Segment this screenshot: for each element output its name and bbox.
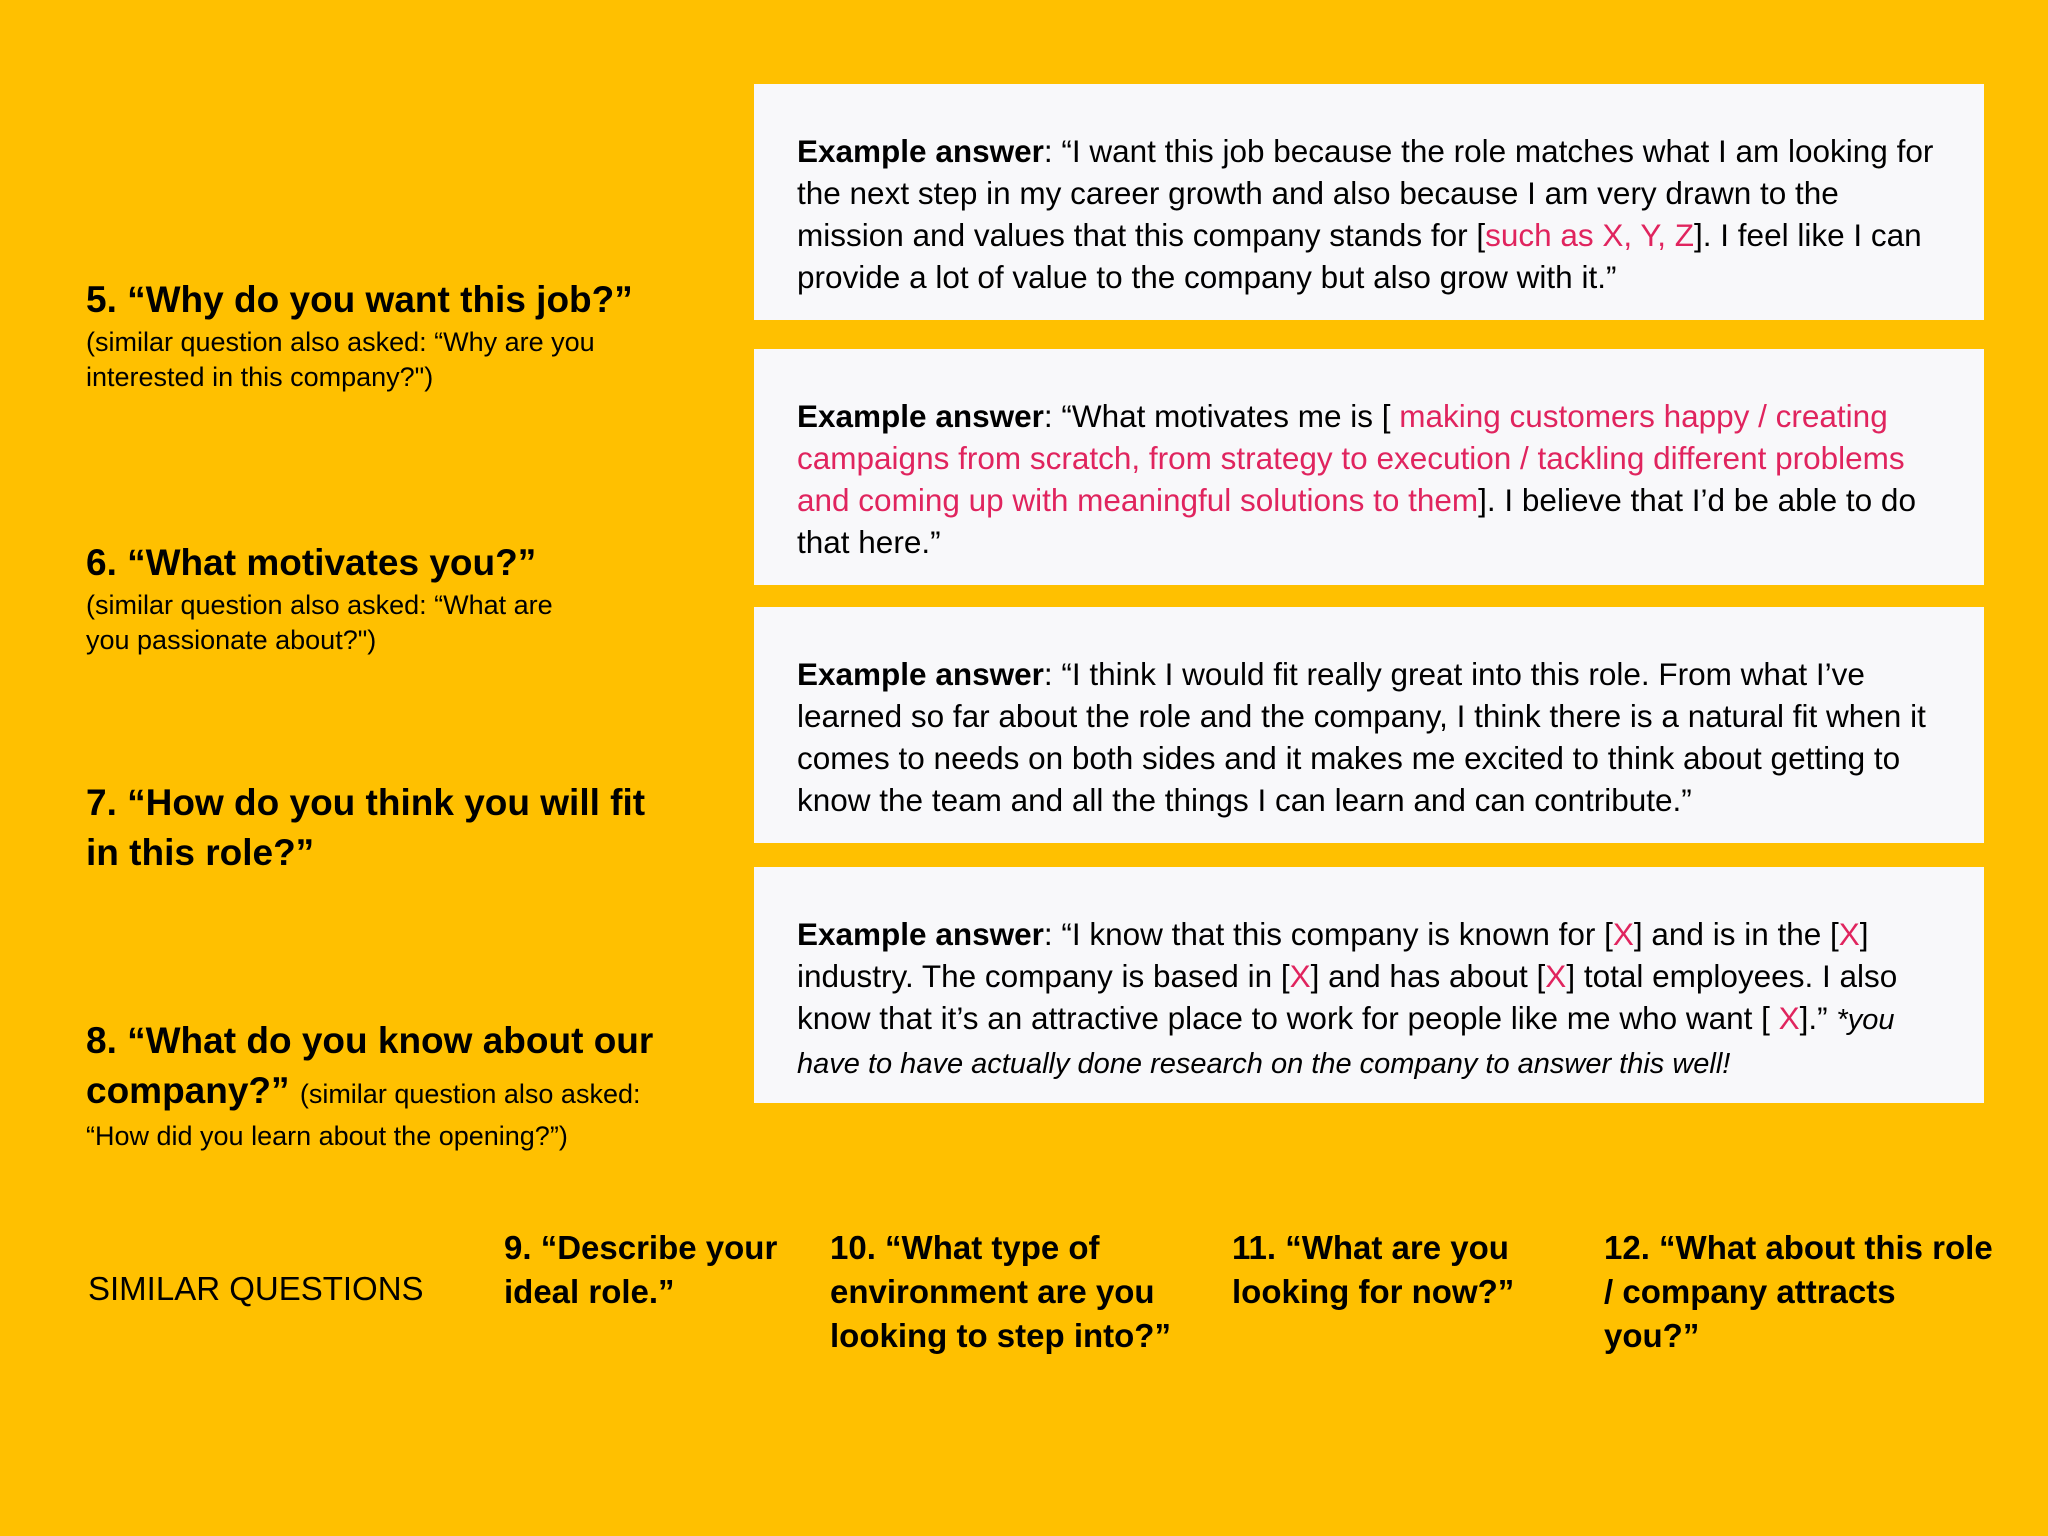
question-7 (86, 778, 666, 878)
answer-card-5 (754, 84, 1984, 320)
placeholder-highlight: X (1289, 958, 1311, 994)
answer-card-7 (754, 607, 1984, 843)
answer-text: ] and has about [ (1310, 958, 1546, 994)
placeholder-highlight: such as X, Y, Z (1485, 217, 1695, 253)
answer-label: Example answer (797, 133, 1044, 169)
answer-text: ] industry. The company is based in [ (797, 916, 1869, 994)
question-7-title: 7. “How do you think you will fit in this role?” (86, 782, 646, 873)
question-5-subtitle: (similar question also asked: “Why are you interested in this company?") (86, 327, 595, 392)
question-8 (86, 1016, 676, 1154)
similar-question-11: 11. “What are you looking for now?” (1232, 1229, 1515, 1310)
question-5 (86, 275, 686, 395)
similar-questions-label: SIMILAR QUESTIONS (88, 1270, 424, 1307)
answer-text: ]. I believe that I’d be able to do that here.” (797, 482, 1916, 560)
placeholder-highlight: X (1778, 1000, 1800, 1036)
answer-label: Example answer (797, 398, 1044, 434)
question-8-title-text: 8. “What do you know about our company?” (86, 1020, 654, 1111)
answer-text: : “What motivates me is [ (1043, 398, 1400, 434)
answer-text: ]. I feel like I can provide a lot of value to the company but also grow with it.” (797, 217, 1922, 295)
placeholder-highlight: X (1545, 958, 1567, 994)
answer-text: : “I know that this company is known for [ (1043, 916, 1613, 952)
answer-text: ].” (1799, 1000, 1837, 1036)
answer-card-8 (754, 867, 1984, 1103)
question-6-title: 6. “What motivates you?” (86, 542, 537, 583)
question-5-title: 5. “Why do you want this job?” (86, 279, 633, 320)
answer-text: ] total employees. I also know that it’s an attractive place to work for people like me who want [ (797, 958, 1898, 1036)
answer-label: Example answer (797, 916, 1044, 952)
question-8-subtitle: “How did you learn about the opening?”) (86, 1121, 568, 1151)
placeholder-highlight: X (1838, 916, 1860, 952)
answer-text: ] and is in the [ (1633, 916, 1839, 952)
answer-text: : “I think I would fit really great into this role. From what I’ve learned so far about the role and the company, I think there is a natural fit when it comes to needs on both sides and it makes me excited to think about getting to know the team and all the things I can learn and can contribute.” (797, 656, 1926, 818)
question-6 (86, 538, 686, 658)
placeholder-highlight: X (1612, 916, 1634, 952)
similar-question-10: 10. “What type of environment are you looking to step into?” (830, 1229, 1171, 1354)
question-8-title (86, 1016, 676, 1119)
question-6-subtitle: (similar question also asked: “What are you passionate about?") (86, 590, 553, 655)
answer-card-6 (754, 349, 1984, 585)
research-note: *you have to have actually done research on the company to answer this well! (797, 1004, 1895, 1080)
similar-question-9: 9. “Describe your ideal role.” (504, 1229, 778, 1310)
answer-text: : “I want this job because the role matches what I am looking for the next step in my career growth and also because I am very drawn to the mission and values that this company stands for [ (797, 133, 1934, 253)
similar-question-12: 12. “What about this role / company attracts you?” (1604, 1229, 1993, 1354)
question-8-subtitle-inline: (similar question also asked: (299, 1079, 641, 1109)
placeholder-highlight: making customers happy / creating campaigns from scratch, from strategy to execution / tackling different problems and coming up with meaningful solutions to them (797, 398, 1905, 518)
answer-label: Example answer (797, 656, 1044, 692)
